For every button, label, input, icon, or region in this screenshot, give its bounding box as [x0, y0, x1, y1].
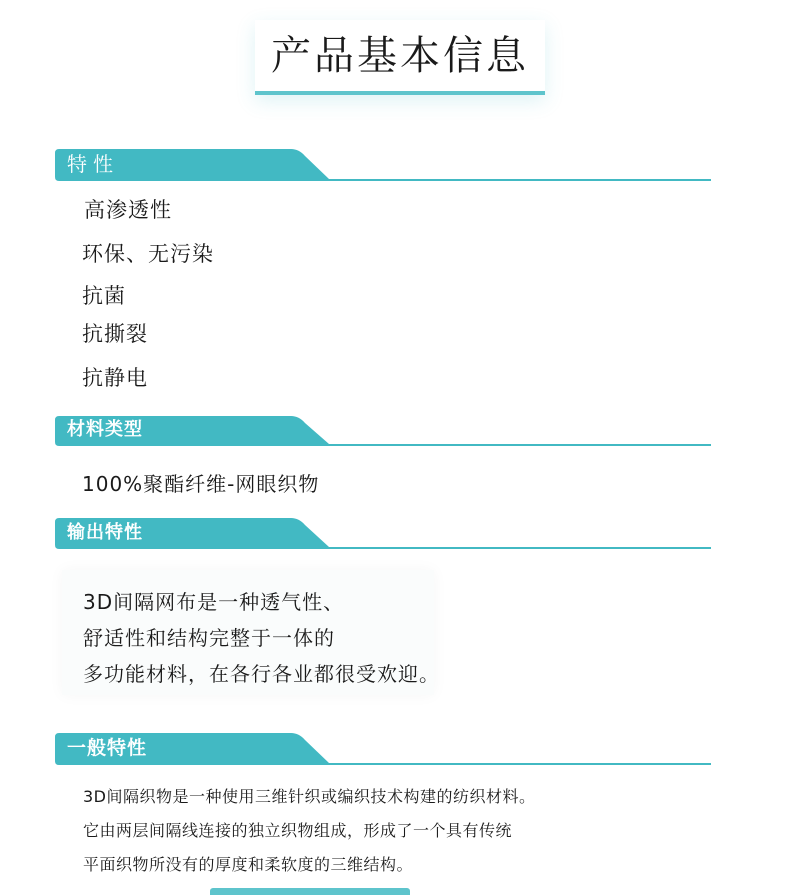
paragraph-line: 舒适性和结构完整于一体的	[83, 626, 335, 650]
feature-item: 抗静电	[82, 366, 148, 390]
section-header-label: 输出特性	[67, 522, 143, 543]
output-paragraph	[83, 584, 440, 692]
section-header-output	[55, 517, 713, 551]
bottom-accent-bar	[210, 888, 410, 895]
paragraph-line: 多功能材料，在各行各业都很受欢迎。	[83, 662, 440, 686]
section-header-label: 材料类型	[67, 419, 143, 440]
feature-item: 高渗透性	[84, 198, 172, 222]
paragraph-line: 它由两层间隔线连接的独立织物组成，形成了一个具有传统	[83, 821, 513, 840]
paragraph-line: 平面织物所没有的厚度和柔软度的三维结构。	[83, 855, 414, 874]
feature-item: 环保、无污染	[82, 242, 214, 266]
section-header-features	[55, 148, 713, 182]
section-header-shape	[55, 732, 713, 766]
section-header-shape	[55, 148, 713, 182]
page-title: 产品基本信息	[255, 20, 545, 95]
section-header-general	[55, 732, 713, 766]
feature-item: 抗菌	[82, 284, 126, 308]
section-header-label: 一般特性	[67, 737, 148, 759]
general-paragraph	[83, 780, 536, 882]
section-header-shape	[55, 415, 713, 449]
paragraph-line: 3D间隔网布是一种透气性、	[83, 590, 345, 614]
section-header-label: 特性	[67, 152, 119, 176]
feature-item: 抗撕裂	[82, 322, 148, 346]
title-area	[0, 20, 800, 95]
section-header-shape	[55, 517, 713, 551]
material-item: 100%聚酯纤维-网眼织物	[82, 472, 320, 496]
section-header-material	[55, 415, 713, 449]
paragraph-line: 3D间隔织物是一种使用三维针织或编织技术构建的纺织材料。	[83, 787, 536, 806]
